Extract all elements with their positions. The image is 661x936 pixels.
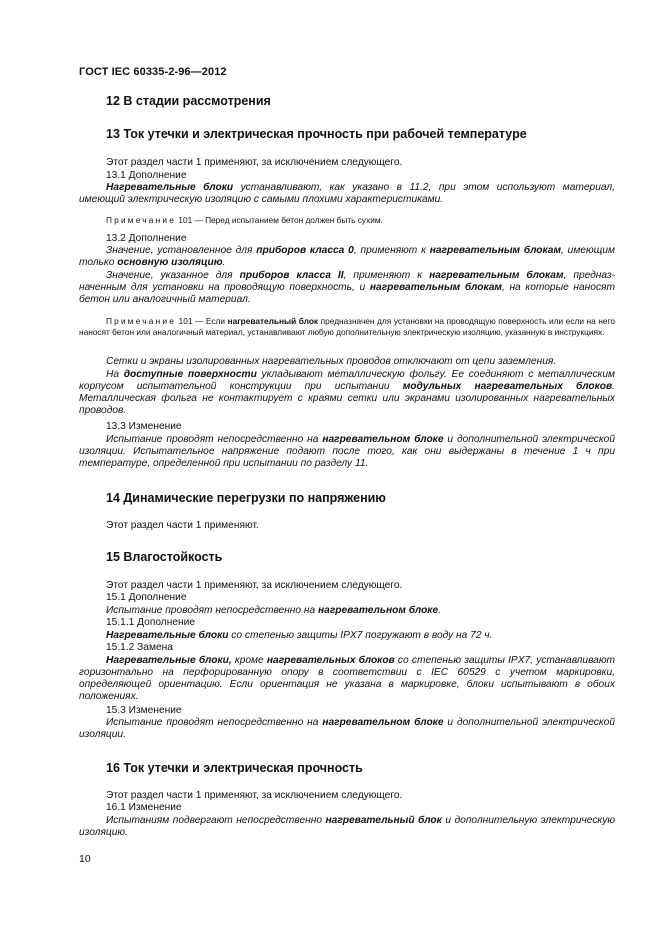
section-15-intro: Этот раздел части 1 применяют, за исключением следующего. bbox=[106, 580, 403, 591]
clause-15-1-2-text: Нагревательные блоки, кроме нагревательных блоков со степенью защиты IPX7, устанавливают горизонтально на перфорированную опору в соответствии с IEC 60529 с учетом маркировки, определяющей ориентацию. Если ориентация не указана в маркировке, блоки испытывают в обоих положениях. bbox=[79, 655, 615, 702]
clause-13-2-para-a: Значение, установленное для приборов класса 0, применяют к нагревательным блокам, имеющим только основную изоляцию. bbox=[79, 245, 615, 268]
clause-15-3-text: Испытание проводят непосредственно на нагревательном блоке и дополнительной электрической изоляции. bbox=[79, 717, 616, 740]
clause-15-1-1-label: 15.1.1 Дополнение bbox=[106, 617, 196, 628]
clause-15-1-text: Испытание проводят непосредственно на нагревательном блоке. bbox=[106, 605, 441, 616]
section-13-intro: Этот раздел части 1 применяют, за исключением следующего. bbox=[106, 157, 403, 168]
clause-13-2-para-d: На доступные поверхности укладывают металлическую фольгу. Ее соединяют с металлическим корпусом испытательной конструкции при испытании модульных нагревательных блоков. Металлическая фольга не контактирует с краями сетки или экранами изолированных нагревательных проводов. bbox=[79, 369, 615, 416]
clause-15-1-1-text: Нагревательные блоки со степенью защиты IPX7 погружают в воду на 72 ч. bbox=[106, 630, 493, 641]
section-16-heading: 16 Ток утечки и электрическая прочность bbox=[106, 761, 363, 775]
clause-13-3-label: 13.3 Изменение bbox=[106, 421, 182, 432]
clause-15-1-label: 15.1 Дополнение bbox=[106, 592, 187, 603]
clause-16-1-text: Испытаниям подвергают непосредственно нагревательный блок и дополнительную электрическую изоляцию. bbox=[79, 815, 615, 838]
document-header: ГОСТ IEC 60335-2-96—2012 bbox=[79, 66, 227, 78]
page-number: 10 bbox=[79, 853, 91, 865]
clause-15-3-label: 15.3 Изменение bbox=[106, 705, 182, 716]
section-14-intro: Этот раздел части 1 применяют. bbox=[106, 520, 259, 531]
clause-16-1-label: 16.1 Изменение bbox=[106, 802, 182, 813]
section-12-heading: 12 В стадии рассмотрения bbox=[106, 94, 271, 108]
note-13-2: Примечание 101 — Если нагревательный блок предназначен для установки на проводящую поверхность или если на него наносят бетон или аналогичный материал, устанавливают любую дополнительную электрическую изоляцию, указанную в инструкциях. bbox=[79, 316, 615, 337]
clause-15-1-2-label: 15.1.2 Замена bbox=[106, 642, 173, 653]
clause-13-3-text: Испытание проводят непосредственно на нагревательном блоке и дополнительной электрической изоляции. Испытательное напряжение подают после того, как они выдержаны в течение 1 ч при температуре, определенной при испытании по разделу 11. bbox=[79, 434, 616, 469]
section-14-heading: 14 Динамические перегрузки по напряжению bbox=[106, 491, 386, 505]
section-15-heading: 15 Влагостойкость bbox=[106, 550, 223, 564]
clause-13-2-para-c: Сетки и экраны изолированных нагревательных проводов отключают от цепи заземления. bbox=[106, 356, 557, 367]
note-13-1: Примечание 101 — Перед испытанием бетон должен быть сухим. bbox=[106, 215, 383, 225]
clause-13-1-label: 13.1 Дополнение bbox=[106, 170, 187, 181]
section-13-heading: 13 Ток утечки и электрическая прочность при рабочей температуре bbox=[106, 127, 527, 141]
clause-13-2-para-b: Значение, указанное для приборов класса II, применяют к нагревательным блокам, предназначенным для установки на проводящую поверхность, и нагревательным блокам, на которые наносят бетон или аналогичный материал. bbox=[79, 270, 615, 305]
section-16-intro: Этот раздел части 1 применяют, за исключением следующего. bbox=[106, 790, 403, 801]
clause-13-2-label: 13.2 Дополнение bbox=[106, 233, 187, 244]
clause-13-1-text: Нагревательные блоки устанавливают, как указано в 11.2, при этом используют материал, имеющий электрическую изоляцию с самыми плохими характеристиками. bbox=[79, 182, 616, 205]
